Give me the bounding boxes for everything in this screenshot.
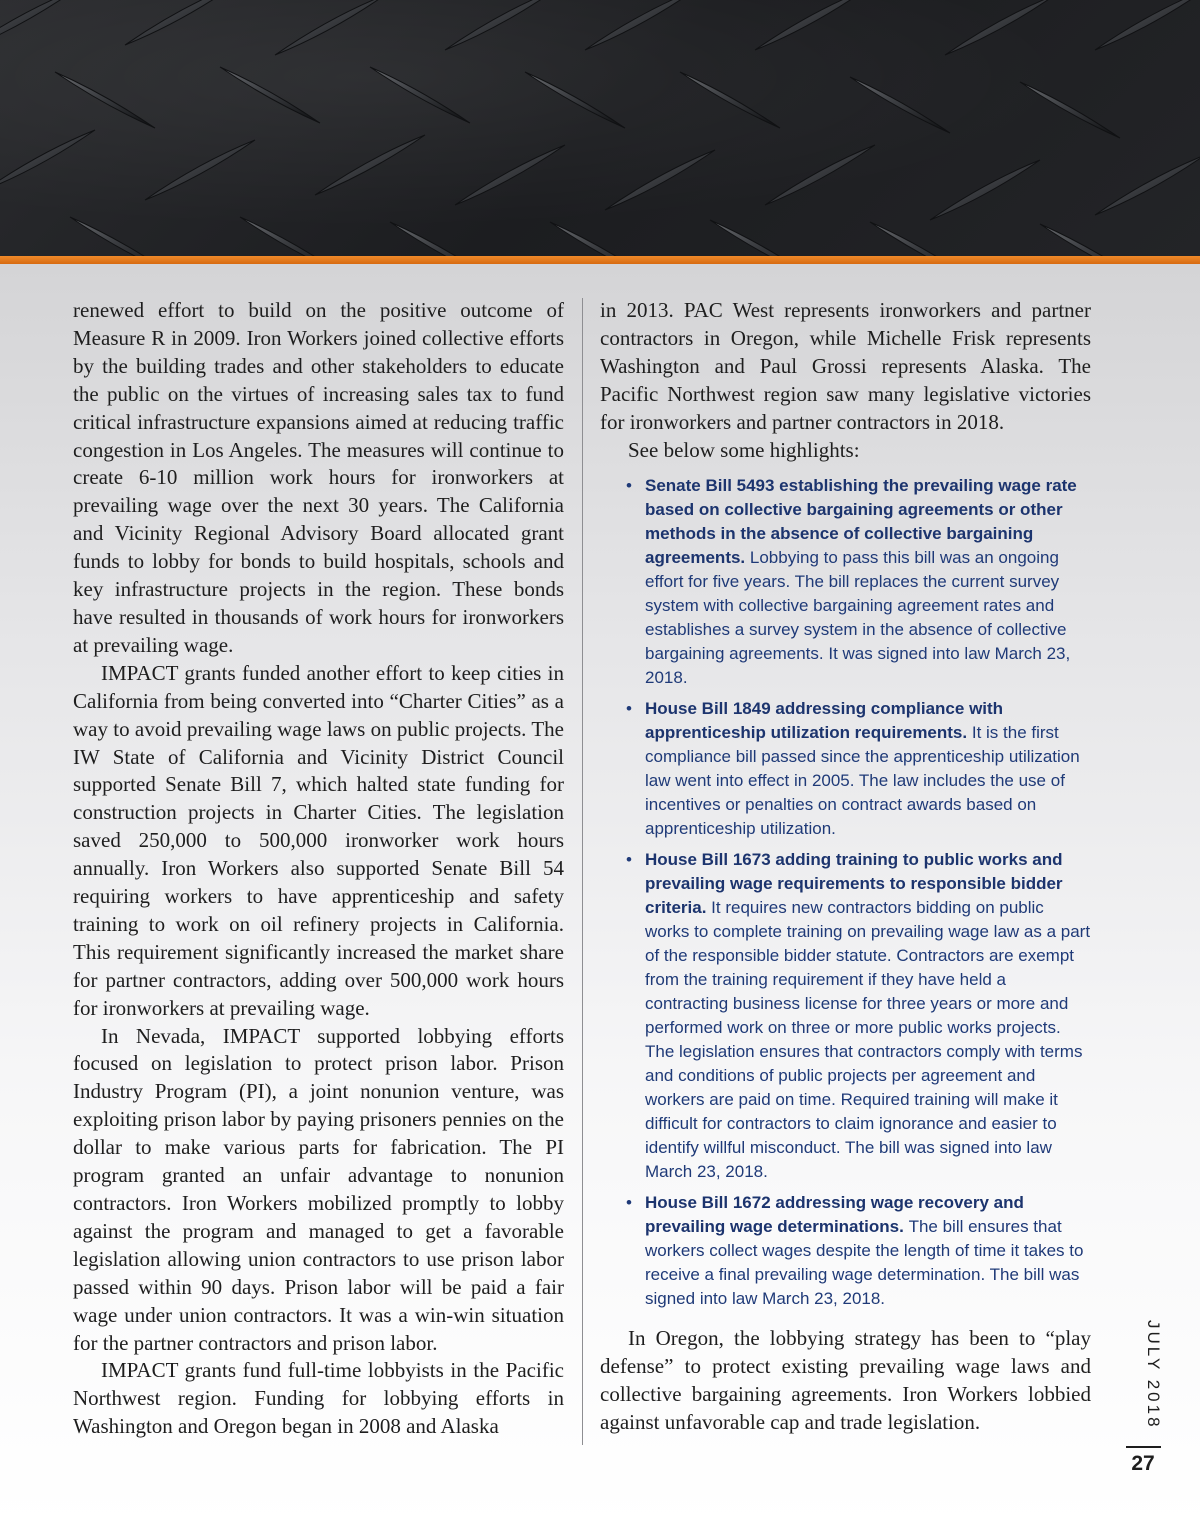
page-number: 27 [1131, 1452, 1155, 1475]
footer-rule [1126, 1446, 1161, 1448]
bill-title: House Bill 1672 addressing wage recovery and prevailing wage determinations. [645, 1193, 1024, 1237]
highlights-list [600, 474, 1091, 1311]
body-paragraph: IMPACT grants funded another effort to keep cities in California from being converted into “Charter Cities” as a way to avoid prevailing wage laws on public projects. The IW State of California and Vicinity District Council supported Senate Bill 7, which halted state funding for construction projects in Charter Cities. The legislation saved 250,000 to 500,000 ironworker work hours annually. Iron Workers also supported Senate Bill 54 requiring workers to have apprenticeship and safety training to work on oil refinery projects in California. This requirement significantly increased the market share for partner contractors, adding over 500,000 work hours for ironworkers at prevailing wage. [73, 660, 564, 1020]
bill-description: Lobbying to pass this bill was an ongoing effort for five years. The bill replaces the current survey system with collective bargaining agreement rates and establishes a survey system in the absence of collective bargaining agreements. It was signed into law March 23, 2018. [645, 548, 1071, 688]
left-text-column [73, 297, 564, 1441]
highlights-lead-in: See below some highlights: [628, 437, 860, 462]
body-paragraph: renewed effort to build on the positive outcome of Measure R in 2009. Iron Workers joined collective efforts by the building trades and other stakeholders to educate the public on the virtues of increasing sales tax to fund critical infrastructure expansions aimed at reducing traffic congestion in Los Angeles. The measures will continue to create 6-10 million work hours for ironworkers at prevailing wage over the next 30 years. The California and Vicinity Regional Advisory Board allocated grant funds to lobby for bonds to build hospitals, schools and key infrastructure projects in the region. These bonds have resulted in thousands of work hours for ironworkers at prevailing wage. [73, 298, 564, 657]
bill-title: House Bill 1849 addressing compliance with apprenticeship utilization requirements. [645, 699, 1004, 743]
orange-accent-stripe [0, 256, 1200, 264]
issue-date-label: JULY 2018 [1144, 1320, 1163, 1430]
right-text-column [600, 297, 1091, 1437]
bill-description: The bill ensures that workers collect wages despite the length of time it takes to receive a final prevailing wage determination. The bill was signed into law March 23, 2018. [645, 1217, 1084, 1309]
bill-description: It requires new contractors bidding on public works to complete training on prevailing wage law as a part of the responsible bidder statute. Contractors are exempt from the training requirement if they have held a contracting business license for three years or more and performed work on three or more public works projects. The legislation ensures that contractors comply with terms and conditions of public projects per agreement and workers are paid on time. Required training will make it difficult for contractors to claim ignorance and easier to identify willful misconduct. The bill was signed into law March 23, 2018. [645, 898, 1091, 1182]
list-item [600, 697, 1091, 841]
list-item [600, 1191, 1091, 1311]
bill-description: It is the first compliance bill passed since the apprenticeship utilization law went into effect in 2005. The law includes the use of incentives or penalties on contract awards based on apprenticeship utilization. [645, 723, 1080, 839]
bill-title: House Bill 1673 adding training to public works and prevailing wage requirements to responsible bidder criteria. [645, 850, 1063, 918]
bullet-icon: • [626, 699, 632, 719]
bill-title: Senate Bill 5493 establishing the prevailing wage rate based on collective bargaining agreements or other methods in the absence of collective bargaining agreements. [645, 476, 1077, 568]
list-item [600, 474, 1091, 690]
body-paragraph: IMPACT grants fund full-time lobbyists in the Pacific Northwest region. Funding for lobbying efforts in Washington and Oregon began in 2008 and Alaska [73, 1358, 564, 1439]
bullet-icon: • [626, 1193, 632, 1213]
body-paragraph: In Oregon, the lobbying strategy has been to “play defense” to protect existing prevailing wage laws and collective bargaining agreements. Iron Workers lobbied against unfavorable cap and trade legislation. [600, 1326, 1091, 1435]
body-paragraph: in 2013. PAC West represents ironworkers and partner contractors in Oregon, while Michelle Frisk represents Washington and Paul Grossi represents Alaska. The Pacific Northwest region saw many legislative victories for ironworkers and partner contractors in 2018. [600, 298, 1091, 434]
diamond-plate-header-image [0, 0, 1200, 256]
column-divider [582, 298, 583, 1445]
bullet-icon: • [626, 850, 632, 870]
body-paragraph: In Nevada, IMPACT supported lobbying efforts focused on legislation to protect prison labor. Prison Industry Program (PI), a joint nonunion venture, was exploiting prison labor by paying prisoners pennies on the dollar to make various parts for fabrication. The PI program granted an unfair advantage to nonunion contractors. Iron Workers mobilized promptly to lobby against the program and managed to get a favorable legislation allowing union contractors to use prison labor passed within 90 days. Prison labor will be paid a fair wage under union contractors. It was a win-win situation for the partner contractors and prison labor. [73, 1023, 564, 1355]
list-item [600, 848, 1091, 1184]
bullet-icon: • [626, 476, 632, 496]
